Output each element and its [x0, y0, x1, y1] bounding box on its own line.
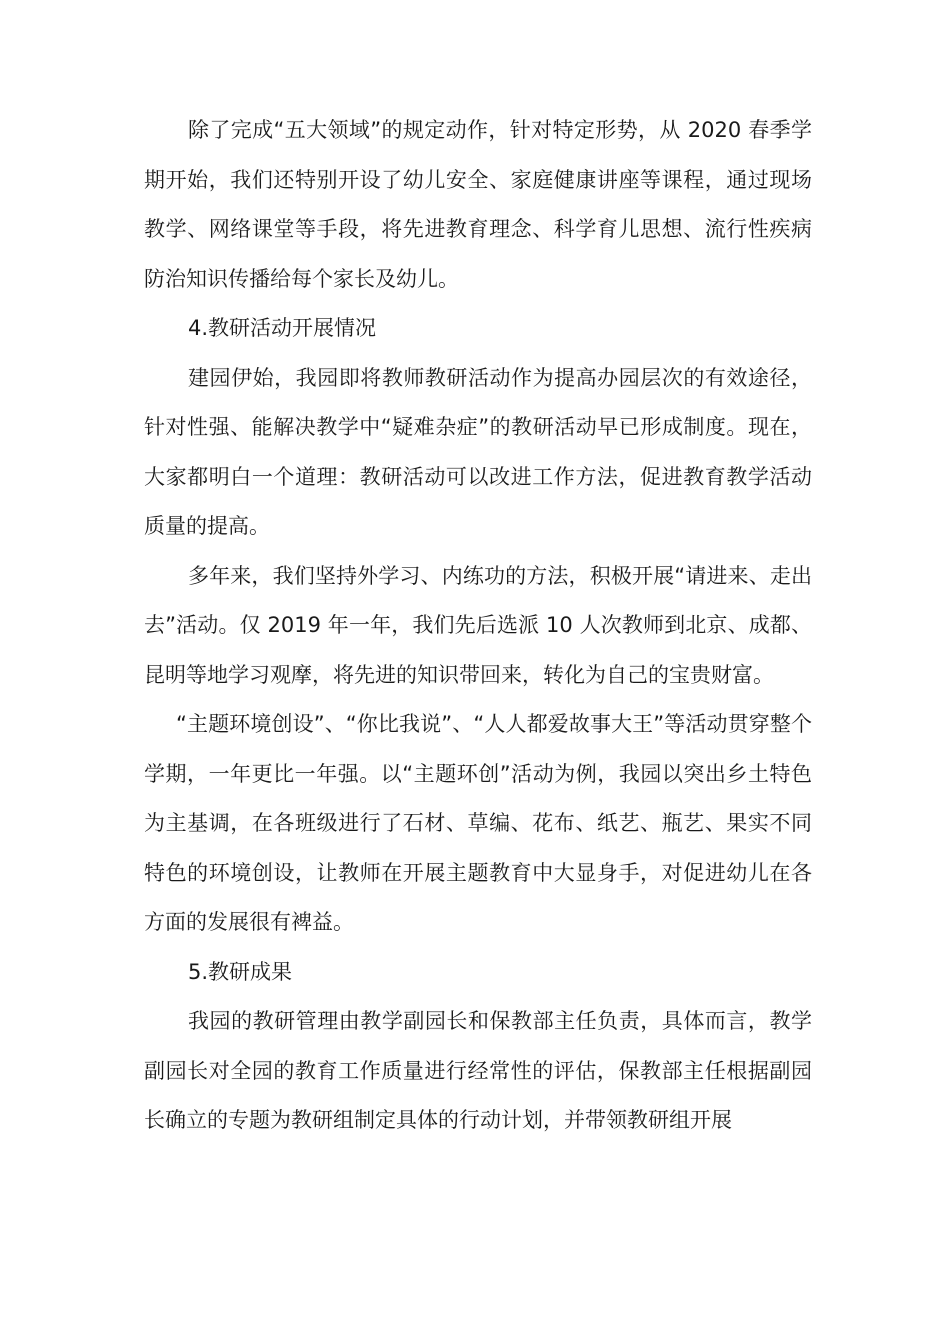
section-heading-5: 5.教研成果: [188, 959, 293, 984]
document-body: [144, 106, 812, 1146]
paragraph-research-management: 我园的教研管理由教学副园长和保教部主任负责，具体而言，教学副园长对全园的教育工作质量进行经常性的评估，保教部主任根据副园长确立的专题为教研组制定具体的行动计划，并带领教研组开展: [144, 1009, 812, 1132]
section-heading-4: 4.教研活动开展情况: [188, 316, 377, 340]
paragraph-teaching-research-system: 建园伊始，我园即将教师教研活动作为提高办园层次的有效途径，针对性强、能解决教学中“疑难杂症”的教研活动早已形成制度。现在，大家都明白一个道理：教研活动可以改进工作方法，促进教育教学活动质量的提高。: [144, 365, 812, 538]
paragraph-learning-visits: 多年来，我们坚持外学习、内练功的方法，积极开展“请进来、走出去”活动。仅 2019 年一年，我们先后选派 10 人次教师到北京、成都、昆明等地学习观摩，将先进的知识带回来，转化为自己的宝贵财富。: [144, 563, 812, 687]
paragraph-five-domains: 除了完成“五大领域”的规定动作，针对特定形势，从 2020 春季学期开始，我们还特别开设了幼儿安全、家庭健康讲座等课程，通过现场教学、网络课堂等手段，将先进教育理念、科学育儿思想、流行性疾病防治知识传播给每个家长及幼儿。: [144, 118, 812, 291]
paragraph-theme-activities: “主题环境创设”、“你比我说”、“人人都爱故事大王”等活动贯穿整个学期，一年更比一年强。以“主题环创”活动为例，我园以突出乡土特色为主基调，在各班级进行了石材、草编、花布、纸艺、瓶艺、果实不同特色的环境创设，让教师在开展主题教育中大显身手，对促进幼儿在各方面的发展很有裨益。: [144, 712, 812, 934]
